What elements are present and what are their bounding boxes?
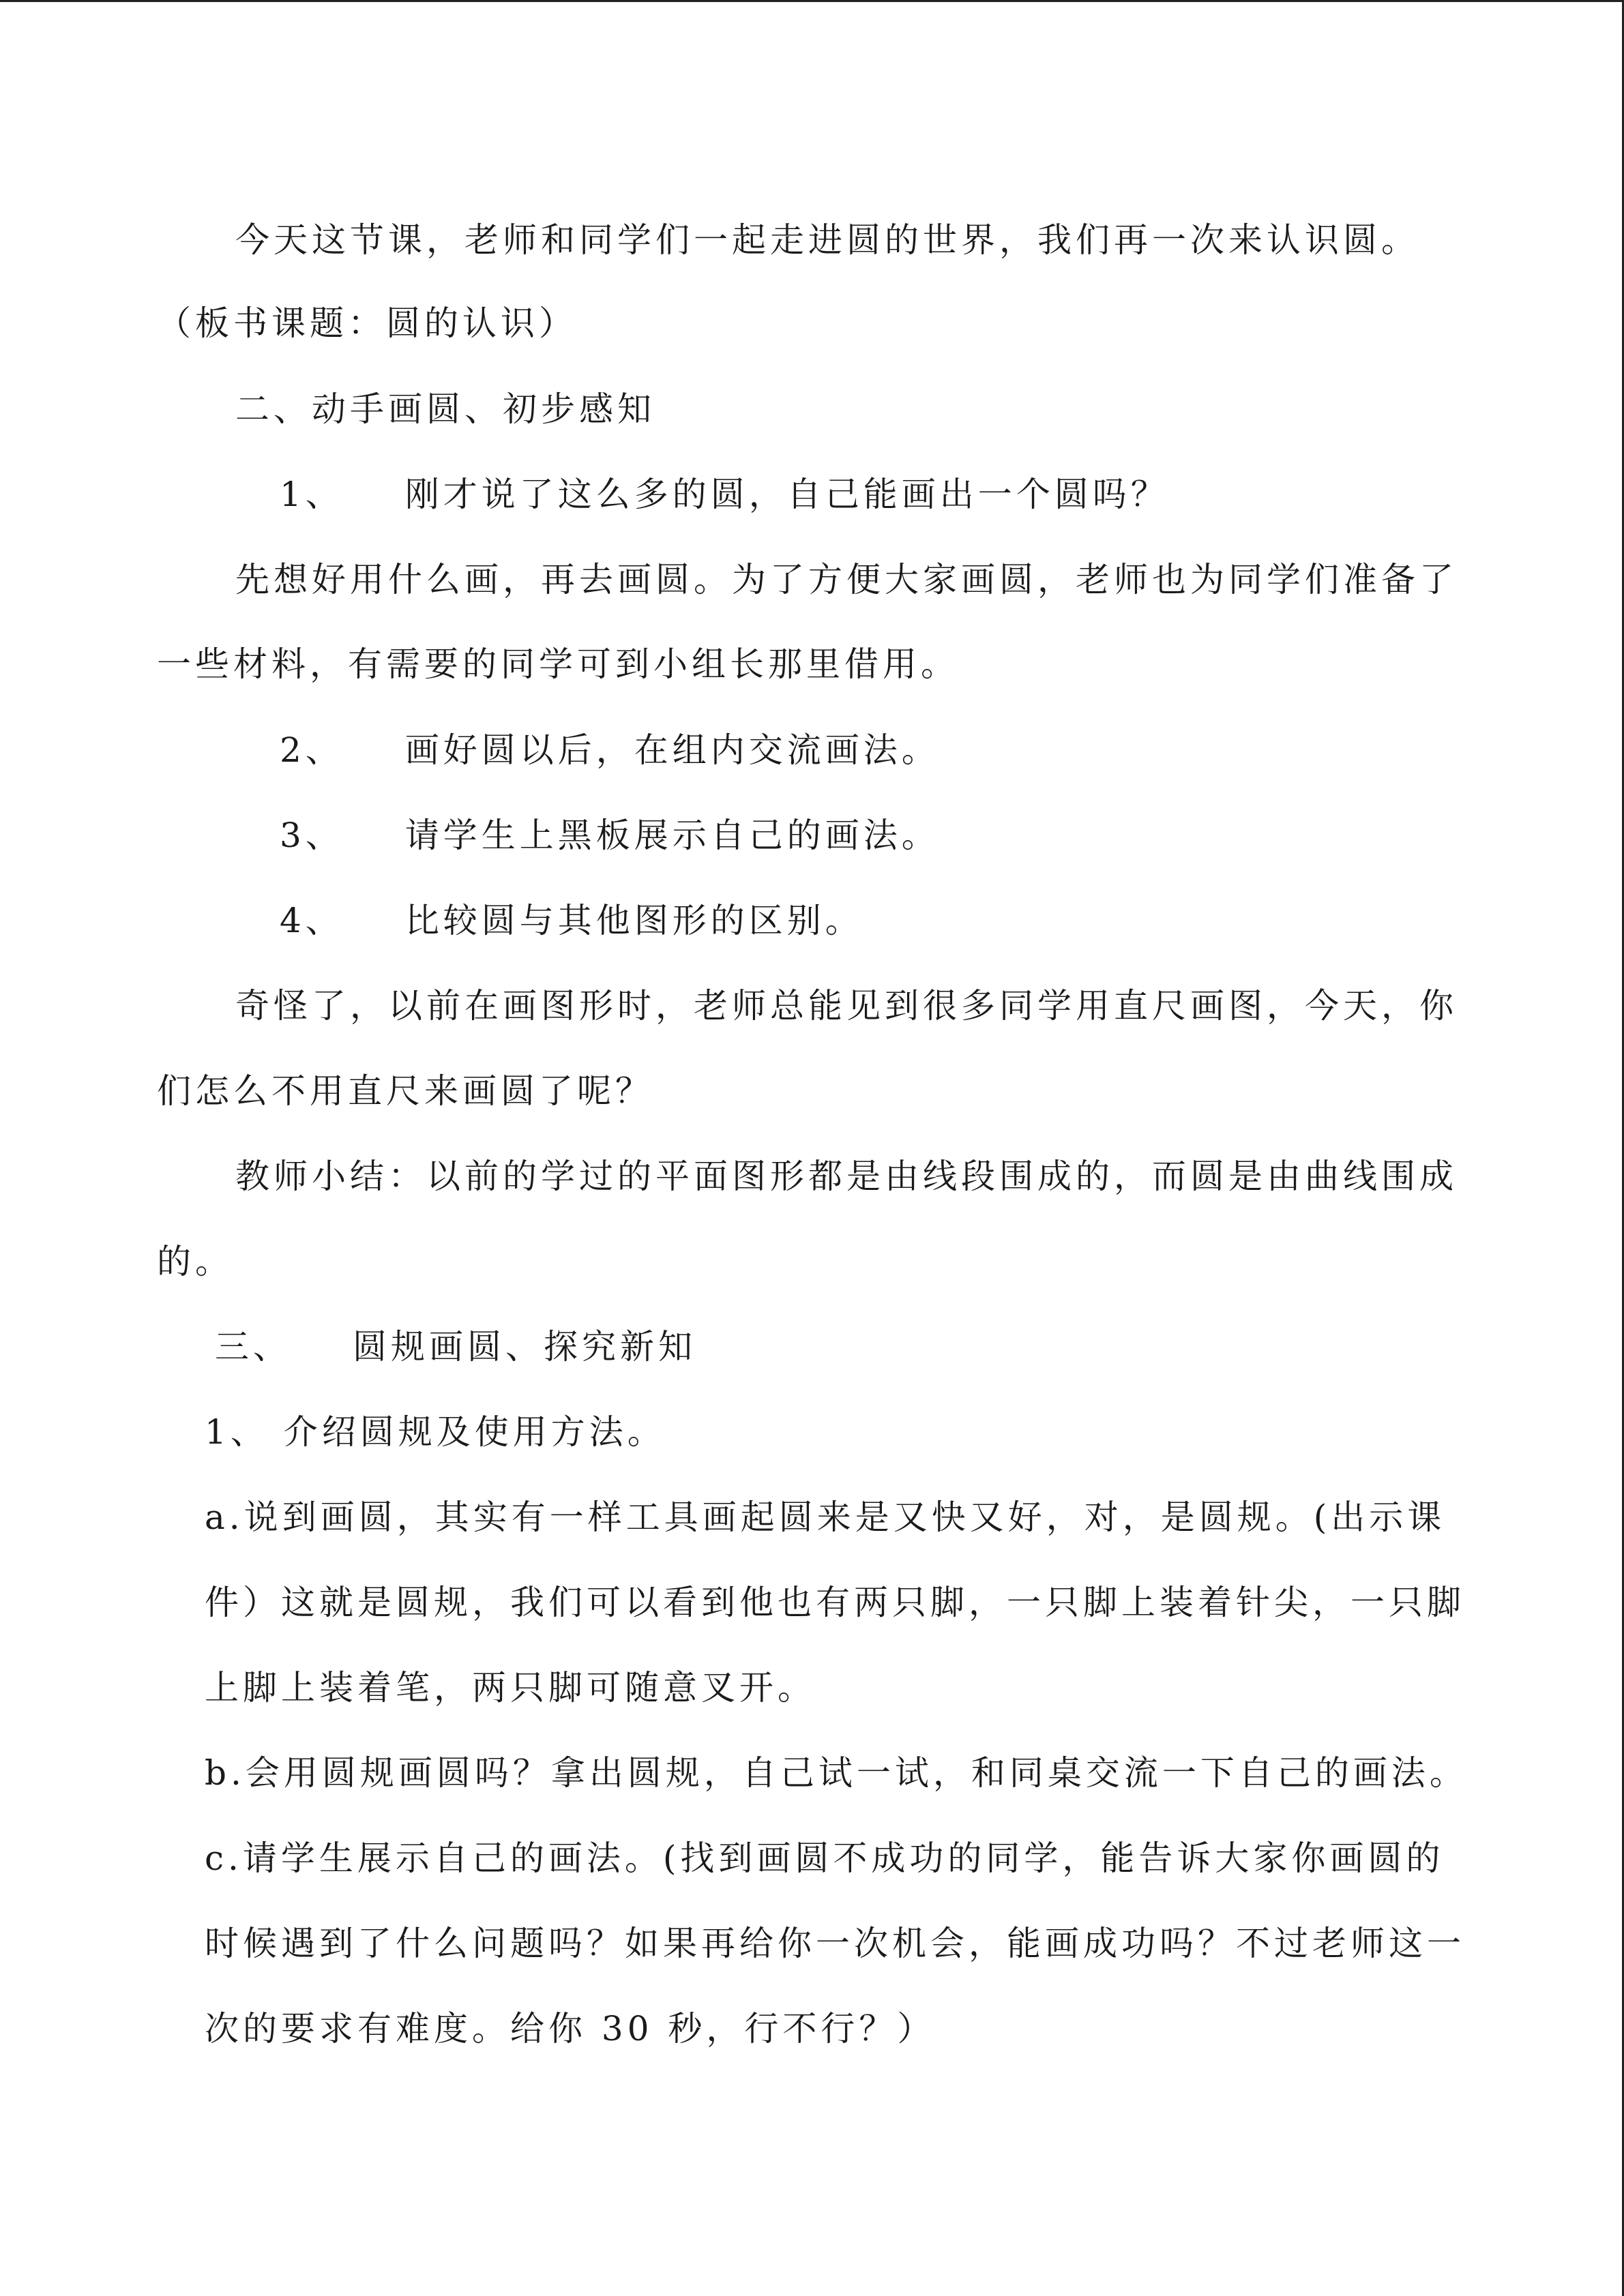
paragraph-line: 件）这就是圆规，我们可以看到他也有两只脚，一只脚上装着针尖，一只脚 — [205, 1583, 1465, 1622]
item-number: 1、 — [280, 475, 344, 514]
paragraph-line: a.说到画圆，其实有一样工具画起圆来是又快又好，对，是圆规。(出示课 — [205, 1497, 1446, 1537]
paragraph-line: 的。 — [157, 1242, 233, 1281]
top-border — [0, 0, 1624, 2]
subsection-heading: 1、 介绍圆规及使用方法。 — [205, 1412, 666, 1452]
paragraph-line: 们怎么不用直尺来画圆了呢？ — [157, 1071, 653, 1111]
numbered-item — [280, 474, 1169, 515]
section-heading — [215, 1326, 696, 1367]
item-text: 请学生上黑板展示自己的画法。 — [404, 816, 940, 855]
paragraph-line: 次的要求有难度。给你 30 秒，行不行？） — [205, 2009, 936, 2048]
paragraph-line: 时候遇到了什么问题吗？如果再给你一次机会，能画成功吗？不过老师这一 — [205, 1924, 1465, 1963]
paragraph-line: b.会用圆规画圆吗？拿出圆规，自己试一试，和同桌交流一下自己的画法。 — [205, 1753, 1468, 1793]
paragraph-line: 教师小结：以前的学过的平面图形都是由线段围成的，而圆是由曲线围成 — [235, 1157, 1458, 1196]
paragraph-line: 奇怪了，以前在画图形时，老师总能见到很多同学用直尺画图，今天，你 — [235, 986, 1458, 1026]
numbered-item — [280, 815, 940, 856]
section-title: 圆规画圆、探究新知 — [353, 1327, 696, 1367]
numbered-item — [280, 730, 940, 771]
section-heading: 二、动手画圆、初步感知 — [235, 389, 655, 429]
paragraph-line: c.请学生展示自己的画法。(找到画圆不成功的同学，能告诉大家你画圆的 — [205, 1838, 1445, 1878]
numbered-item — [280, 900, 863, 941]
paragraph-line: 上脚上装着笔，两只脚可随意叉开。 — [205, 1668, 816, 1708]
paragraph-line: 一些材料，有需要的同学可到小组长那里借用。 — [157, 644, 959, 684]
item-number: 3、 — [280, 816, 344, 855]
section-number: 三、 — [215, 1327, 291, 1367]
item-number: 4、 — [280, 901, 344, 940]
item-number: 2、 — [280, 730, 344, 770]
item-text: 画好圆以后，在组内交流画法。 — [404, 730, 940, 770]
paragraph-line: 今天这节课，老师和同学们一起走进圆的世界，我们再一次来认识圆。 — [235, 220, 1419, 260]
item-text: 比较圆与其他图形的区别。 — [404, 901, 863, 940]
paragraph-line: （板书课题：圆的认识） — [157, 303, 577, 343]
item-text: 刚才说了这么多的圆，自己能画出一个圆吗？ — [404, 475, 1169, 514]
paragraph-line: 先想好用什么画，再去画圆。为了方便大家画圆，老师也为同学们准备了 — [235, 560, 1458, 599]
